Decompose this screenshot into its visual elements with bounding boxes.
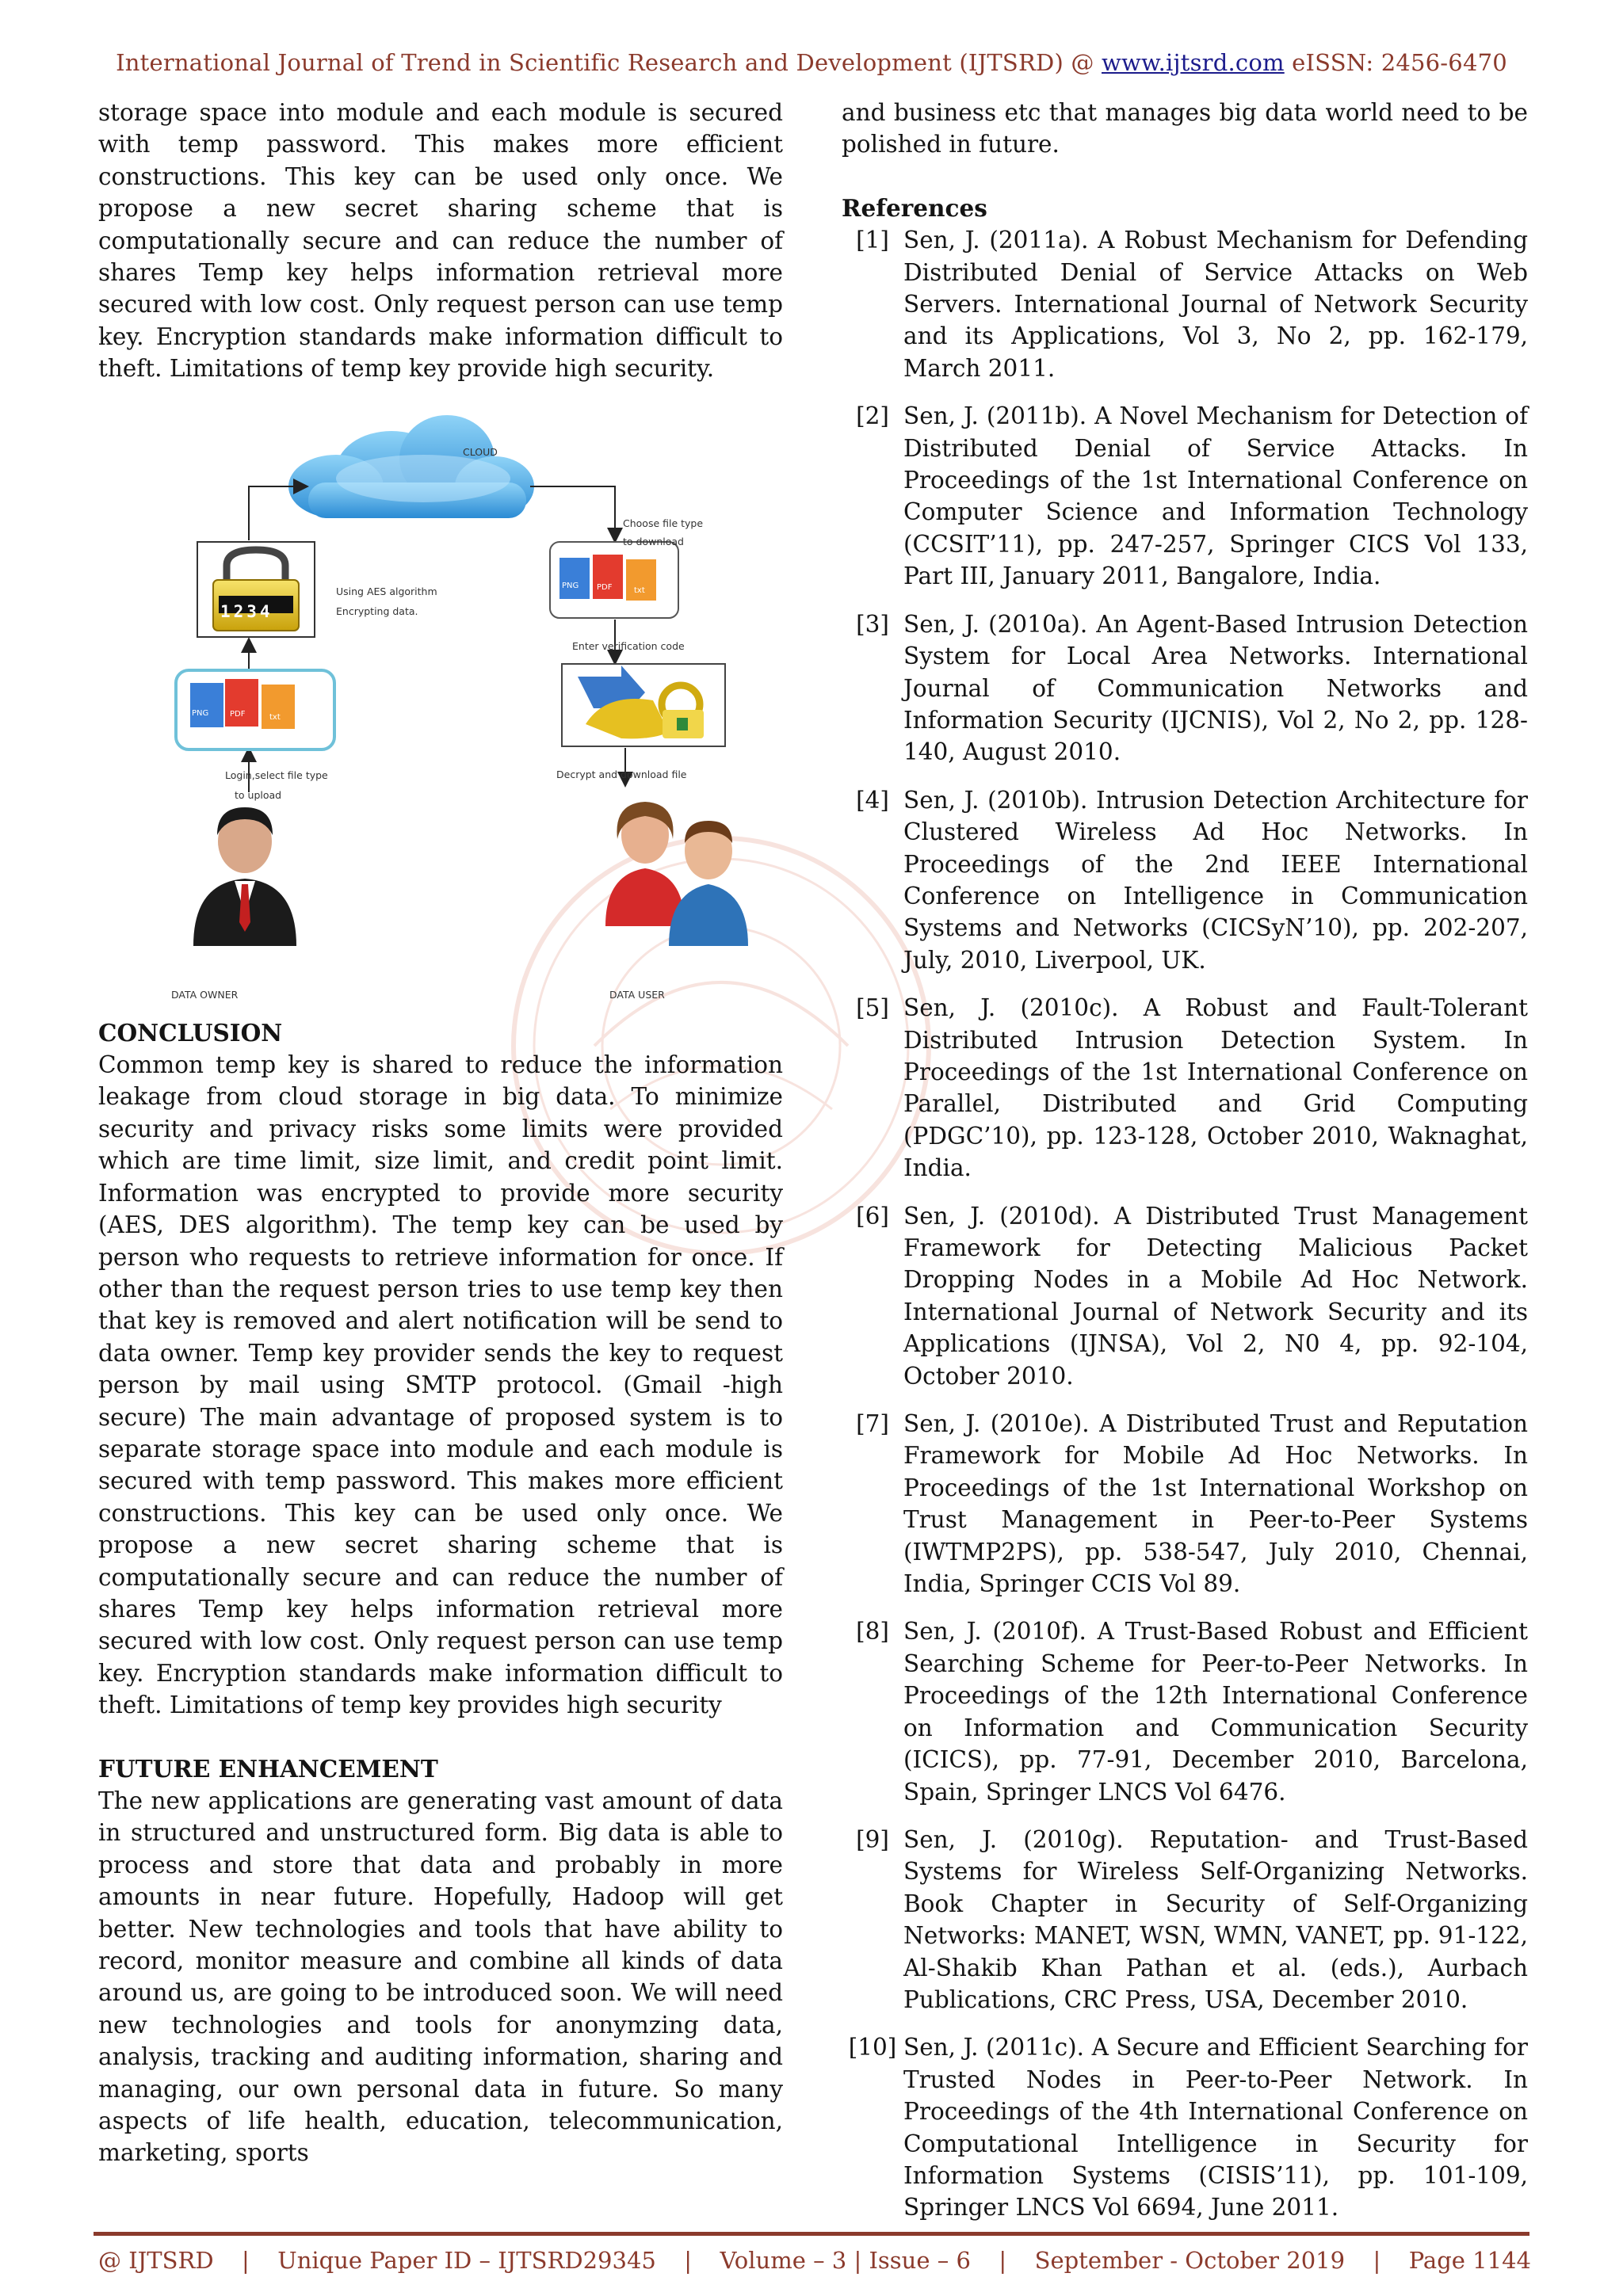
data-owner-label: DATA OWNER: [171, 988, 239, 1001]
issn: eISSN: 2456-6470: [1284, 49, 1507, 76]
reference-text: Sen, J. (2011b). A Novel Mechanism for Detection of Distributed Denial of Service Attacks. In Proceedings of the 1st International Conference on Computer Science and Information Technology (CCSIT’11), pp. 247-257, Springer CICS Vol 133, Part III, January 2011, Bangalore, India.: [903, 402, 1528, 590]
reference-item: [842, 1200, 1528, 1392]
txt-file-label-2: txt: [634, 585, 645, 595]
login-select-file-label: Login,select file type: [225, 769, 328, 781]
decrypt-download-label: Decrypt and download file: [556, 768, 687, 780]
reference-item: [842, 224, 1528, 384]
right-column: [842, 97, 1528, 2240]
encrypting-data-label: Encrypting data.: [336, 605, 418, 617]
aes-algorithm-label: Using AES algorithm: [336, 585, 437, 597]
page-footer: [98, 2247, 1531, 2274]
reference-number: [6]: [856, 1202, 889, 1230]
to-upload-label: to upload: [235, 788, 282, 801]
reference-text: Sen, J. (2010d). A Distributed Trust Management Framework for Detecting Malicious Packet Dropping Nodes in a Mobile Ad Hoc Network. International Journal of Network Security and its Applications (IJNSA), Vol 2, N0 4, pp. 92-104, October 2010.: [903, 1202, 1528, 1390]
reference-text: Sen, J. (2010f). A Trust-Based Robust and Efficient Searching Scheme for Peer-to-Peer Networks. In Proceedings of the 12th International Conference on Information and Communication Security (ICICS), pp. 77-91, December 2010, Barcelona, Spain, Springer LNCS Vol 6476.: [903, 1618, 1528, 1806]
pdf-file-label-2: PDF: [597, 582, 613, 592]
reference-number: [4]: [856, 786, 889, 814]
to-download-label: to download: [623, 535, 684, 547]
system-architecture-diagram: [98, 407, 783, 1009]
reference-item: [842, 1615, 1528, 1807]
reference-text: Sen, J. (2010a). An Agent-Based Intrusion Detection System for Local Area Networks. International Journal of Communication Networks and Information Security (IJCNIS), Vol 2, No 2, pp. 128-140, August 2010.: [903, 610, 1528, 766]
png-file-label: PNG: [192, 708, 209, 718]
footer-page-number: Page 1144: [1408, 2247, 1531, 2274]
reference-text: Sen, J. (2010e). A Distributed Trust and Reputation Framework for Mobile Ad Hoc Networks. In Proceedings of the 1st International Workshop on Trust Management in Peer-to-Peer Systems (IWTMP2PS), pp. 538-547, July 2010, Chennai, India, Springer CCIS Vol 89.: [903, 1410, 1528, 1598]
footer-separator: |: [242, 2247, 250, 2274]
reference-text: Sen, J. (2011a). A Robust Mechanism for Defending Distributed Denial of Service Attacks on Web Servers. International Journal of Network Security and its Applications, Vol 3, No 2, pp. 162-179, March 2011.: [903, 227, 1528, 382]
png-file-label-2: PNG: [562, 581, 579, 590]
reference-item: [842, 1408, 1528, 1600]
reference-item: [842, 400, 1528, 592]
conclusion-heading: CONCLUSION: [98, 1018, 283, 1047]
reference-number: [9]: [856, 1825, 889, 1853]
cloud-label: CLOUD: [463, 445, 498, 458]
future-enhancement-paragraph: The new applications are generating vast amount of data in structured and unstructured form. Big data is able to process and store that data and probably in more amounts in near future. Hopefully, Hadoop will get better. New technologies and tools that have ability to record, monitor measure and combine all kinds of data around us, are going to be introduced soon. We will need new technologies and tools for anonymzing data, analysis, tracking and auditing information, sharing and managing, our own personal data in future. So many aspects of life health, education, telecommunication, marketing, sports: [98, 1787, 783, 2167]
footer-paper-id: Unique Paper ID – IJTSRD29345: [277, 2247, 656, 2274]
txt-file-label: txt: [269, 712, 281, 722]
reference-number: [10]: [848, 2034, 897, 2061]
reference-number: [3]: [856, 610, 889, 638]
data-user-label: DATA USER: [609, 988, 665, 1001]
reference-text: Sen, J. (2010b). Intrusion Detection Architecture for Clustered Wireless Ad Hoc Networks. In Proceedings of the 2nd IEEE International Conference on Intelligence in Communication Systems and Networks (CICSyN’10), pp. 202-207, July, 2010, Liverpool, UK.: [903, 786, 1528, 974]
reference-number: [1]: [856, 227, 889, 254]
reference-number: [8]: [856, 1618, 889, 1646]
reference-item: [842, 608, 1528, 769]
reference-item: [842, 992, 1528, 1184]
references-list: [842, 224, 1528, 2224]
left-column: [98, 97, 783, 2169]
choose-file-type-label: Choose file type: [623, 517, 704, 529]
reference-number: [7]: [856, 1410, 889, 1438]
journal-name: International Journal of Trend in Scientific Research and Development (IJTSRD) @: [116, 49, 1102, 76]
reference-item: [842, 784, 1528, 976]
data-owner-icon: [193, 807, 296, 946]
footer-rule: [94, 2232, 1529, 2236]
enter-verification-code-label: Enter verification code: [572, 639, 685, 652]
reference-item: [842, 1824, 1528, 2016]
footer-org: @ IJTSRD: [98, 2247, 214, 2274]
references-heading: References: [842, 193, 987, 222]
reference-text: Sen, J. (2010g). Reputation- and Trust-Based Systems for Wireless Self-Organizing Networks. Book Chapter in Security of Self-Organizing Networks: MANET, WSN, WMN, VANET, pp. 91-122, Al-Shakib Khan Pathan et al. (eds.), Aurbach Publications, CRC Press, USA, December 2010.: [903, 1825, 1528, 2013]
footer-date: September - October 2019: [1034, 2247, 1346, 2274]
intro-paragraph: storage space into module and each module is secured with temp password. This makes more efficient constructions. This key can be used only once. We propose a new secret sharing scheme that is computationally secure and can reduce the number of shares Temp key helps information retrieval more secured with low cost. Only request person can use temp key. Encryption standards make information difficult to theft. Limitations of temp key provide high security.: [98, 99, 783, 383]
lock-code-label: 1234: [220, 601, 273, 621]
continued-paragraph: and business etc that manages big data world need to be polished in future.: [842, 99, 1528, 158]
footer-separator: |: [684, 2247, 693, 2274]
journal-url-link[interactable]: www.ijtsrd.com: [1102, 49, 1285, 76]
reference-number: [5]: [856, 994, 889, 1022]
footer-separator: |: [999, 2247, 1007, 2274]
reference-item: [842, 2031, 1528, 2223]
reference-number: [2]: [856, 402, 889, 430]
reference-text: Sen, J. (2010c). A Robust and Fault-Tolerant Distributed Intrusion Detection System. In Proceedings of the 1st International Conference on Parallel, Distributed and Grid Computing (PDGC’10), pp. 123-128, October 2010, Waknaghat, India.: [903, 994, 1528, 1182]
reference-text: Sen, J. (2011c). A Secure and Efficient Searching for Trusted Nodes in Peer-to-Peer Network. In Proceedings of the 4th International Conference on Computational Intelligence in Security for Information Systems (CISIS’11), pp. 101-109, Springer LNCS Vol 6694, June 2011.: [903, 2034, 1528, 2222]
running-header: [0, 49, 1623, 76]
future-enhancement-heading: FUTURE ENHANCEMENT: [98, 1754, 438, 1783]
data-users-icon: [605, 802, 748, 946]
conclusion-paragraph: Common temp key is shared to reduce the information leakage from cloud storage in big data. To minimize security and privacy risks some limits were provided which are time limit, size limit, and credit point limit. Information was encrypted to provide more security (AES, DES algorithm). The temp key can be used by person who requests to retrieve information for once. If other than the request person tries to use temp key then that key is removed and alert notification will be send to data owner. Temp key provider sends the key to request person by mail using SMTP protocol. (Gmail -high secure) The main advantage of proposed system is to separate storage space into module and each module is secured with temp password. This makes more efficient constructions. This key can be used only once. We propose a new secret sharing scheme that is computationally secure and can reduce the number of shares Temp key helps information retrieval more secured with low cost. Only request person can use temp key. Encryption standards make information difficult to theft. Limitations of temp key provides high security: [98, 1051, 783, 1719]
pdf-file-label: PDF: [230, 709, 246, 719]
footer-separator: |: [1373, 2247, 1381, 2274]
footer-volume-issue: Volume – 3 | Issue – 6: [720, 2247, 971, 2274]
